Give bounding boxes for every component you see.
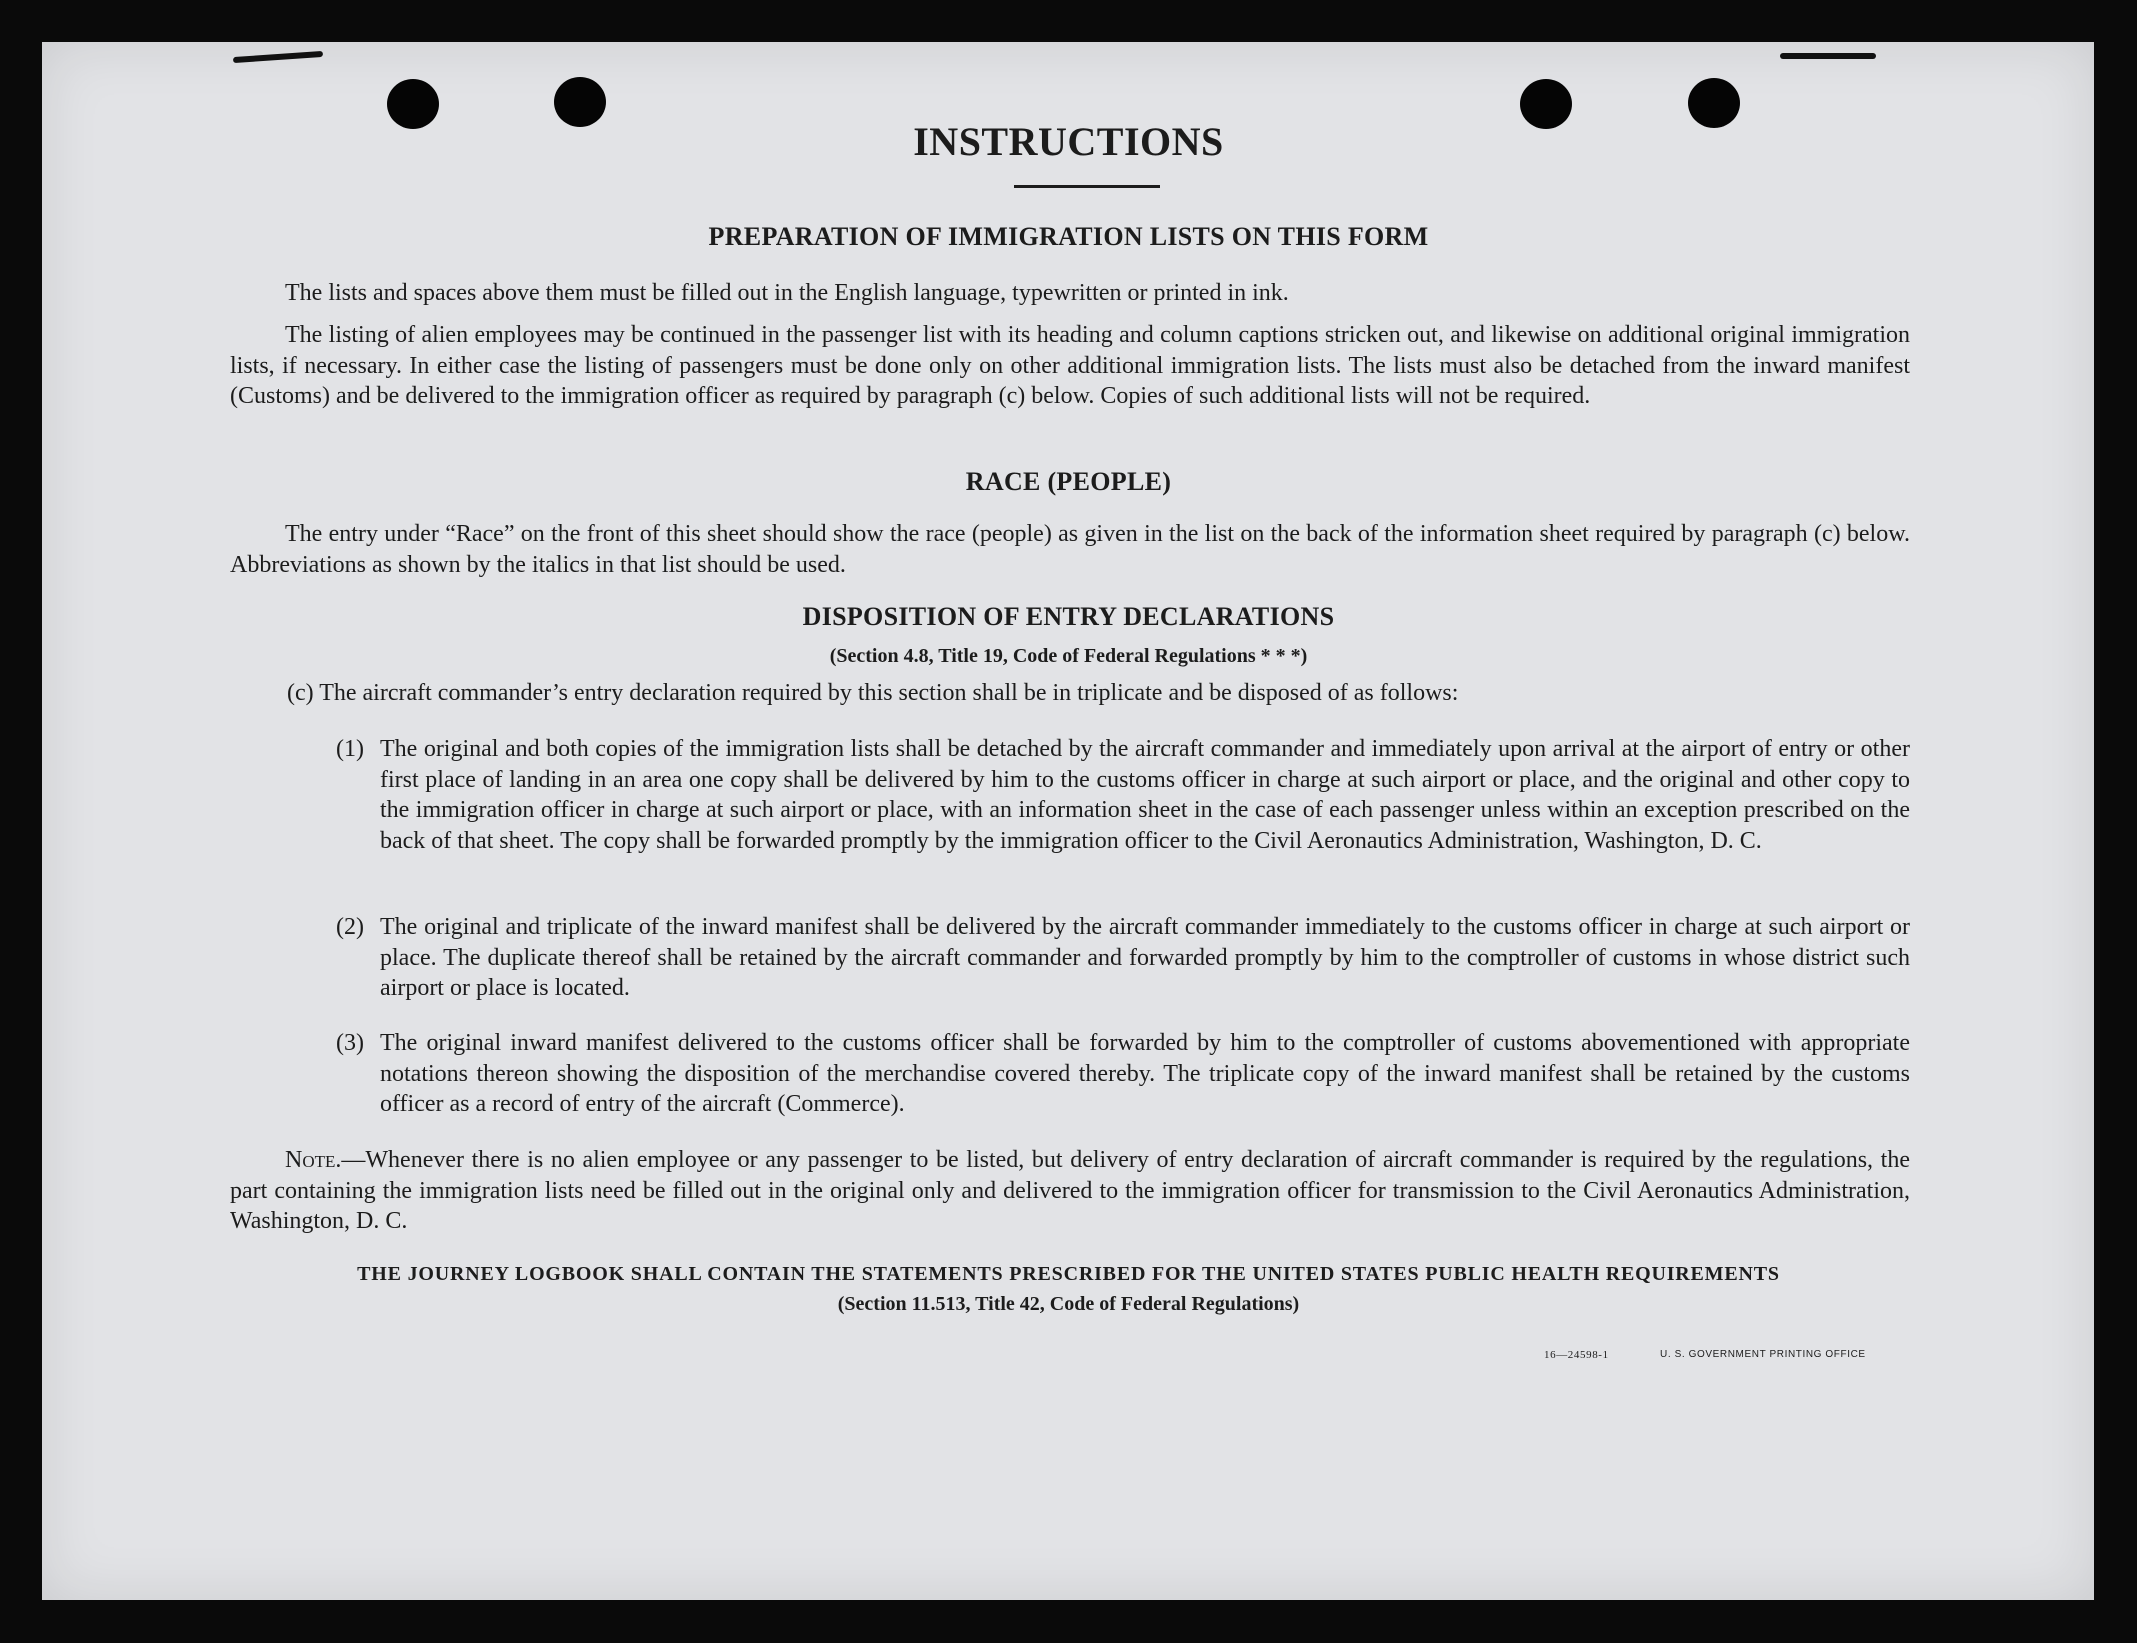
race-heading: RACE (PEOPLE) <box>965 467 1172 496</box>
list-item-2 <box>336 912 1910 1004</box>
race-p1-text: The entry under “Race” on the front of this sheet should show the race (people) as given in the list on the back of the information sheet required by paragraph (c) below. Abbreviations as shown by the italics in that list should be used. <box>230 521 1910 578</box>
preparation-paragraph-2 <box>230 320 1910 412</box>
list-item-2-number: (2) <box>336 914 364 940</box>
note-label: Note. <box>285 1147 342 1173</box>
paragraph-c-text: The aircraft commander’s entry declaration required by this section shall be in triplicate and be disposed of as follows: <box>319 680 1459 706</box>
note-paragraph <box>230 1145 1910 1237</box>
list-item-1-number: (1) <box>336 736 364 762</box>
list-item-3-number: (3) <box>336 1030 364 1056</box>
list-item-3-text: The original inward manifest delivered to the customs officer shall be forwarded by him to the comptroller of customs abovementioned with appropriate notations thereon showing the disposition of the merchandise covered thereby. The triplicate copy of the inward manifest shall be retained by the customs officer as a record of entry of the aircraft (Commerce). <box>380 1030 1910 1117</box>
printer-credit: U. S. GOVERNMENT PRINTING OFFICE <box>1660 1349 1866 1360</box>
list-item-3 <box>336 1028 1910 1120</box>
list-item-1-text: The original and both copies of the immigration lists shall be detached by the aircraft commander and immediately upon arrival at the airport of entry or other first place of landing in an area one copy shall be delivered by him to the customs officer in charge at such airport or place, and the original and other copy to the immigration officer in charge at such airport or place, with an information sheet in the case of each passenger unless within an exception prescribed on the back of that sheet. The copy shall be forwarded promptly by the immigration officer to the Civil Aeronautics Administration, Washington, D. C. <box>380 736 1910 854</box>
preparation-paragraph-1 <box>230 278 1910 309</box>
form-number: 16—24598-1 <box>1544 1349 1609 1361</box>
health-requirements-citation: (Section 11.513, Title 42, Code of Federal Regulations) <box>837 1293 1300 1315</box>
disposition-heading: DISPOSITION OF ENTRY DECLARATIONS <box>802 602 1335 631</box>
preparation-heading: PREPARATION OF IMMIGRATION LISTS ON THIS FORM <box>708 222 1429 251</box>
edge-mark-right <box>1780 53 1876 59</box>
preparation-p1-text: The lists and spaces above them must be filled out in the English language, typewritten or printed in ink. <box>285 280 1289 306</box>
title-underline <box>1014 185 1160 188</box>
list-item-1 <box>336 734 1910 856</box>
page-title: INSTRUCTIONS <box>913 119 1224 164</box>
preparation-p2-text: The listing of alien employees may be continued in the passenger list with its heading and column captions stricken out, and likewise on additional original immigration lists, if necessary. In either case the listing of passengers must be done only on other additional immigration lists. The lists must also be detached from the inward manifest (Customs) and be delivered to the immigration officer as required by paragraph (c) below. Copies of such additional lists will not be required. <box>230 322 1910 409</box>
paragraph-c <box>287 678 1910 709</box>
health-requirements-line: THE JOURNEY LOGBOOK SHALL CONTAIN THE STATEMENTS PRESCRIBED FOR THE UNITED STATES PUBLIC HEALTH REQUIREMENTS <box>357 1263 1780 1285</box>
note-text: —Whenever there is no alien employee or any passenger to be listed, but delivery of entry declaration of aircraft commander is required by the regulations, the part containing the immigration lists need be filled out in the original only and delivered to the immigration officer for transmission to the Civil Aeronautics Administration, Washington, D. C. <box>230 1147 1910 1234</box>
list-item-2-text: The original and triplicate of the inward manifest shall be delivered by the aircraft commander immediately to the customs officer in charge at such airport or place. The duplicate thereof shall be retained by the aircraft commander and forwarded promptly by him to the comptroller of customs in whose district such airport or place is located. <box>380 914 1910 1001</box>
paragraph-c-label: (c) <box>287 680 314 706</box>
disposition-subheading: (Section 4.8, Title 19, Code of Federal Regulations * * *) <box>829 645 1308 667</box>
race-paragraph <box>230 519 1910 580</box>
